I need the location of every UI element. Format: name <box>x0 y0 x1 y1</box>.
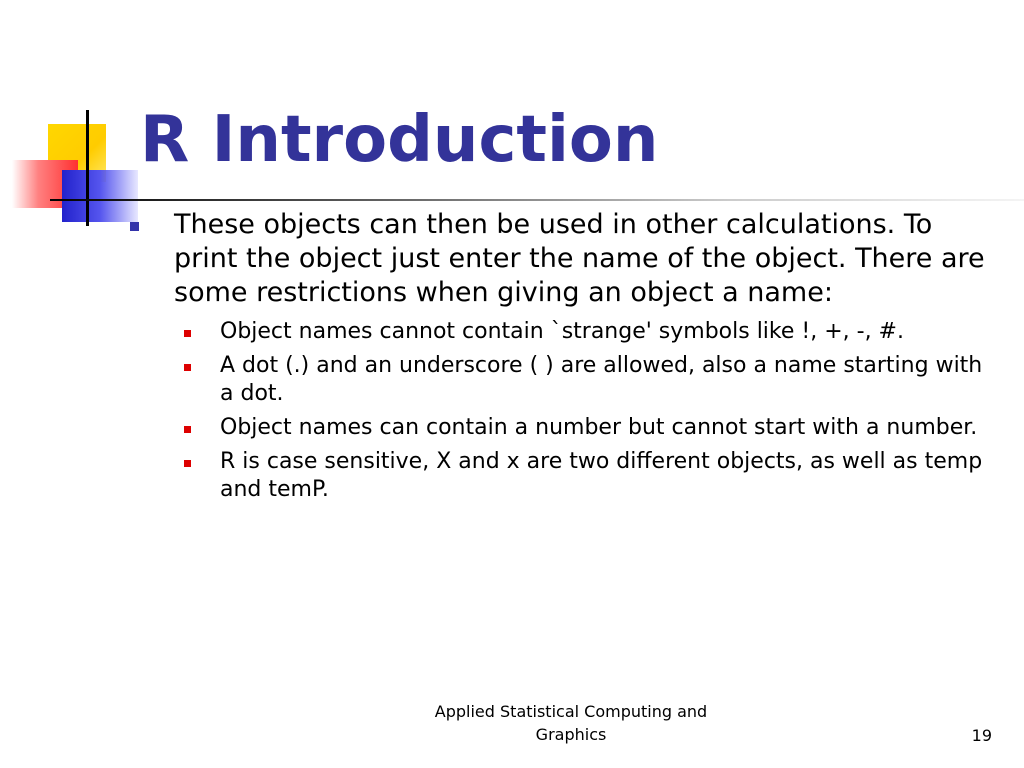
square-bullet-icon <box>184 426 191 433</box>
square-bullet-icon <box>184 364 191 371</box>
sub-bullet-text: Object names can contain a number but cannot start with a number. <box>220 415 978 440</box>
sub-bullet-item <box>220 318 990 346</box>
square-bullet-icon <box>184 460 191 467</box>
square-bullet-icon <box>184 330 191 337</box>
slide-title: R Introduction <box>140 103 659 177</box>
sub-bullet-text: Object names cannot contain `strange' symbols like !, +, -, #. <box>220 319 904 344</box>
sub-bullet-item <box>220 448 990 504</box>
sub-bullet-item <box>220 352 990 408</box>
sub-bullet-list <box>130 318 990 504</box>
slide-footer: Applied Statistical Computing and Graphics <box>434 702 708 744</box>
sub-bullet-text: R is case sensitive, X and x are two different objects, as well as temp and temP. <box>220 449 983 502</box>
logo-blue-square <box>62 170 138 222</box>
slide-content <box>130 208 990 510</box>
bullet-text: These objects can then be used in other calculations. To print the object just enter the name of the object. There are some restrictions when giving an object a name: <box>174 209 985 308</box>
square-bullet-icon <box>130 222 139 231</box>
slide-logo-icon <box>0 0 150 240</box>
title-divider-line <box>50 199 1024 201</box>
sub-bullet-text: A dot (.) and an underscore ( ) are allowed, also a name starting with a dot. <box>220 353 983 406</box>
bullet-item <box>130 208 990 310</box>
page-number: 19 <box>971 726 992 745</box>
logo-vertical-line <box>86 110 89 226</box>
sub-bullet-item <box>220 414 990 442</box>
